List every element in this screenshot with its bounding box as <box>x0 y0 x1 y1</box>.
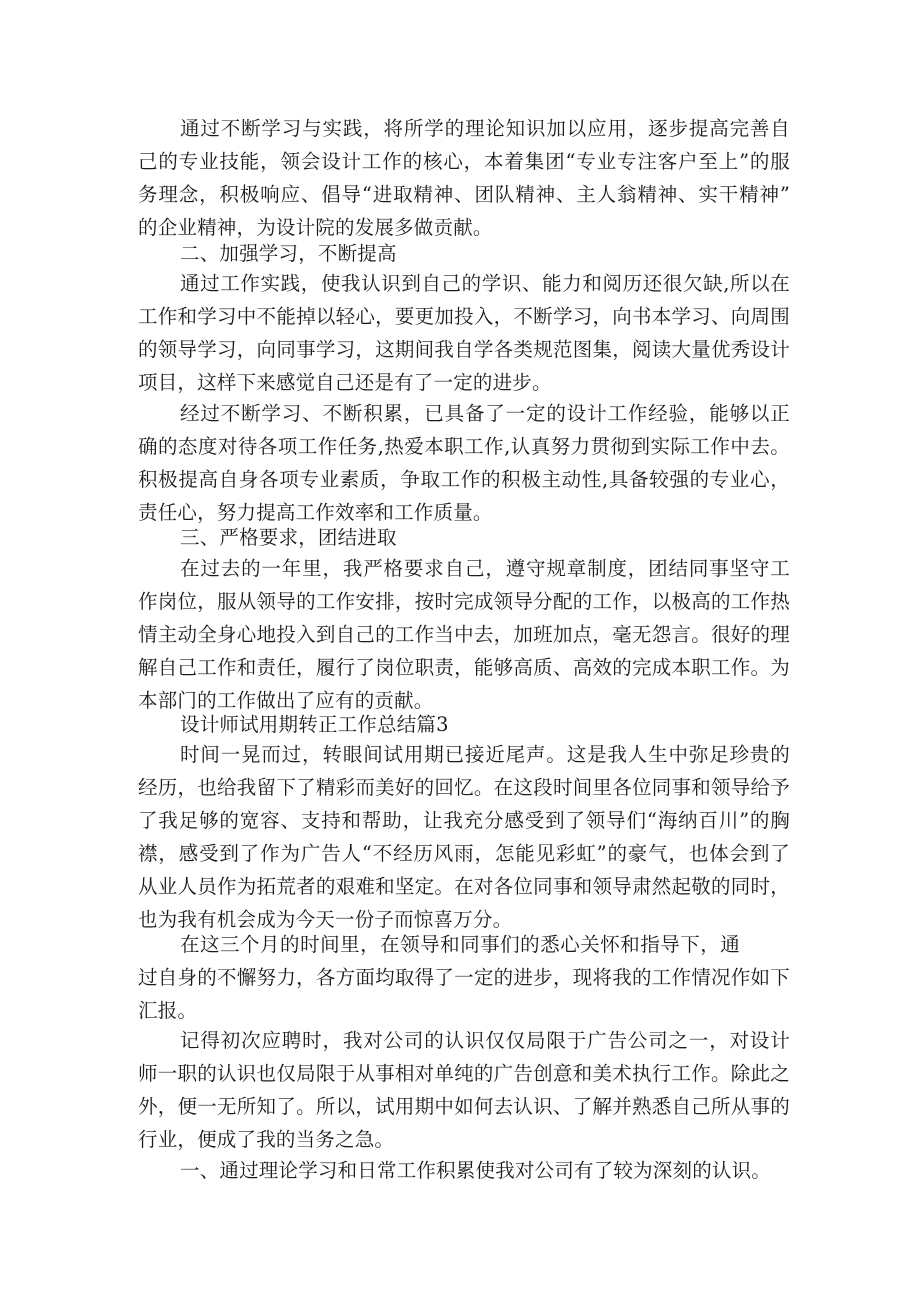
section-heading: 二、加强学习，不断提高 <box>180 242 397 265</box>
text-line: 外，便一无所知了。所以，试用期中如何去认识、了解并熟悉自己所从事的 <box>138 1095 790 1118</box>
section-heading: 一、通过理论学习和日常工作积累使我对公司有了较为深刻的认识。 <box>180 1159 772 1182</box>
text-line: 确的态度对待各项工作任务,热爱本职工作,认真努力贯彻到实际工作中去。 <box>138 435 790 458</box>
text-line: 在过去的一年里，我严格要求自己，遵守规章制度，团结同事坚守工 <box>180 557 790 580</box>
text-line: 通过工作实践，使我认识到自己的学识、能力和阅历还很欠缺,所以在 <box>180 272 790 295</box>
text-line: 情主动全身心地投入到自己的工作当中去，加班加点，毫无怨言。很好的理 <box>138 623 790 646</box>
text-line: 的企业精神，为设计院的发展多做贡献。 <box>138 216 493 239</box>
text-line: 从业人员作为拓荒者的艰难和坚定。在对各位同事和领导肃然起敬的同时， <box>138 875 790 898</box>
text-line: 通过不断学习与实践，将所学的理论知识加以应用，逐步提高完善自 <box>180 117 790 140</box>
text-line: 责任心，努力提高工作效率和工作质量。 <box>138 501 493 524</box>
article-title: 设计师试用期转正工作总结篇3 <box>180 713 449 736</box>
text-line: 作岗位，服从领导的工作安排，按时完成领导分配的工作，以极高的工作热 <box>138 590 790 613</box>
text-line: 行业，便成了我的当务之急。 <box>138 1128 395 1151</box>
text-line: 襟，感受到了作为广告人“不经历风雨，怎能见彩虹”的豪气，也体会到了 <box>138 842 790 865</box>
text-line: 记得初次应聘时，我对公司的认识仅仅局限于广告公司之一，对设计 <box>180 1029 790 1052</box>
section-heading: 三、严格要求，团结进取 <box>180 526 397 549</box>
text-line: 了我足够的宽容、支持和帮助，让我充分感受到了领导们“海纳百川”的胸 <box>138 809 790 832</box>
text-line: 积极提高自身各项专业素质，争取工作的积极主动性,具备较强的专业心， <box>138 468 790 491</box>
text-line: 项目，这样下来感觉自己还是有了一定的进步。 <box>138 371 552 394</box>
text-line: 经过不断学习、不断积累，已具备了一定的设计工作经验，能够以正 <box>180 402 790 425</box>
text-line: 也为我有机会成为今天一份子而惊喜万分。 <box>138 908 513 931</box>
text-line: 本部门的工作做出了应有的贡献。 <box>138 689 434 712</box>
text-line: 工作和学习中不能掉以轻心，要更加投入，不断学习，向书本学习、向周围 <box>138 305 790 328</box>
text-line: 时间一晃而过，转眼间试用期已接近尾声。这是我人生中弥足珍贵的 <box>180 743 790 766</box>
text-line: 的领导学习，向同事学习，这期间我自学各类规范图集，阅读大量优秀设计 <box>138 338 790 361</box>
text-line: 己的专业技能，领会设计工作的核心，本着集团“专业专注客户至上”的服 <box>138 150 790 173</box>
text-line: 过自身的不懈努力，各方面均取得了一定的进步，现将我的工作情况作如下 <box>138 966 790 989</box>
text-line: 在这三个月的时间里，在领导和同事们的悉心关怀和指导下，通 <box>180 933 740 956</box>
text-line: 务理念，积极响应、倡导“进取精神、团队精神、主人翁精神、实干精神” <box>138 183 790 206</box>
text-line: 师一职的认识也仅局限于从事相对单纯的广告创意和美术执行工作。除此之 <box>138 1062 790 1085</box>
text-line: 解自己工作和责任，履行了岗位职责，能够高质、高效的完成本职工作。为 <box>138 656 790 679</box>
text-line: 汇报。 <box>138 999 198 1022</box>
text-line: 经历，也给我留下了精彩而美好的回忆。在这段时间里各位同事和领导给予 <box>138 776 790 799</box>
